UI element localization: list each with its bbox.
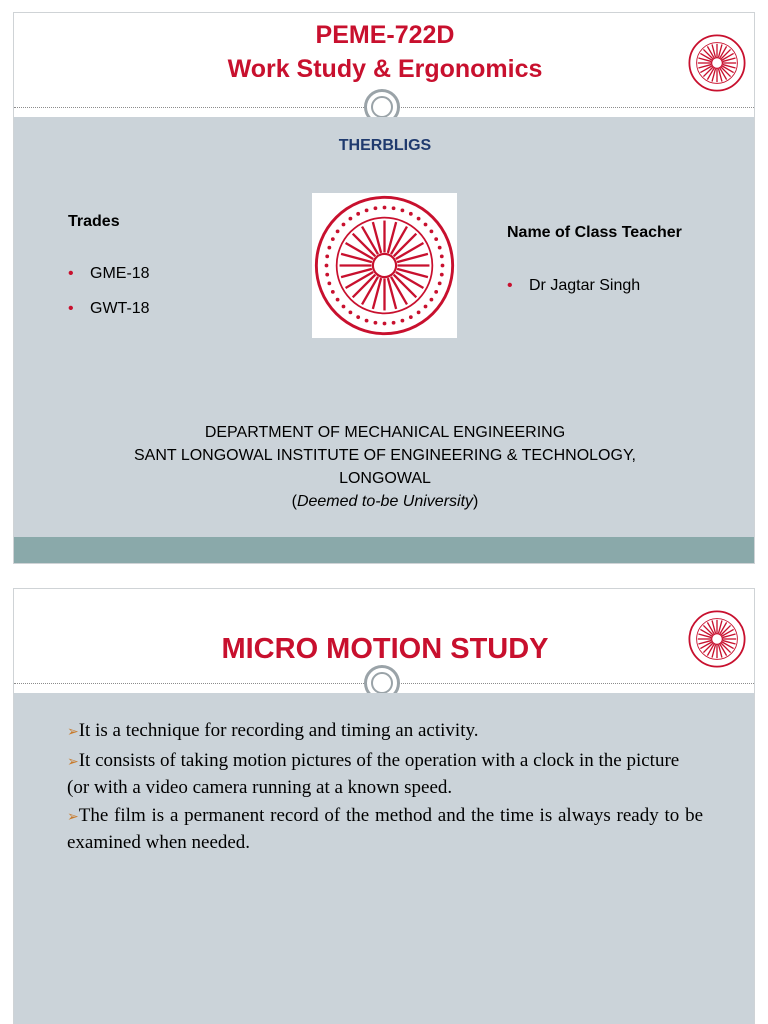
institute-seal-icon [687, 33, 747, 93]
university-status: (Deemed to-be University) [291, 493, 479, 510]
slide-title: MICRO MOTION STUDY [221, 633, 549, 665]
list-item: ➢It consists of taking motion pictures of the operation with a clock in the picture (or with a video camera running at a known speed. [67, 750, 680, 798]
footer-band [14, 537, 754, 564]
course-code: PEME-722D [315, 21, 455, 49]
department-name: DEPARTMENT OF MECHANICAL ENGINEERING [204, 424, 566, 441]
slide-2 [13, 588, 755, 1024]
topic-subtitle: THERBLIGS [338, 137, 432, 154]
teacher-heading: Name of Class Teacher [507, 224, 682, 241]
institute-seal-icon [687, 609, 747, 669]
slide-1 [13, 12, 755, 564]
institute-name: SANT LONGOWAL INSTITUTE OF ENGINEERING & TECHNOLOGY, [133, 447, 636, 464]
trades-heading: Trades [68, 213, 120, 230]
course-title: Work Study & Ergonomics [227, 55, 543, 83]
institute-seal-icon [312, 193, 457, 338]
teacher-name: • Dr Jagtar Singh [507, 277, 641, 294]
institute-city: LONGOWAL [339, 470, 431, 487]
list-item: • GWT-18 [68, 300, 150, 317]
slide-2-body [14, 693, 754, 1024]
list-item: ➢The film is a permanent record of the method and the time is always ready to be examined when needed. [67, 805, 703, 853]
list-item: ➢It is a technique for recording and timing an activity. [67, 720, 479, 741]
list-item: • GME-18 [68, 265, 150, 282]
